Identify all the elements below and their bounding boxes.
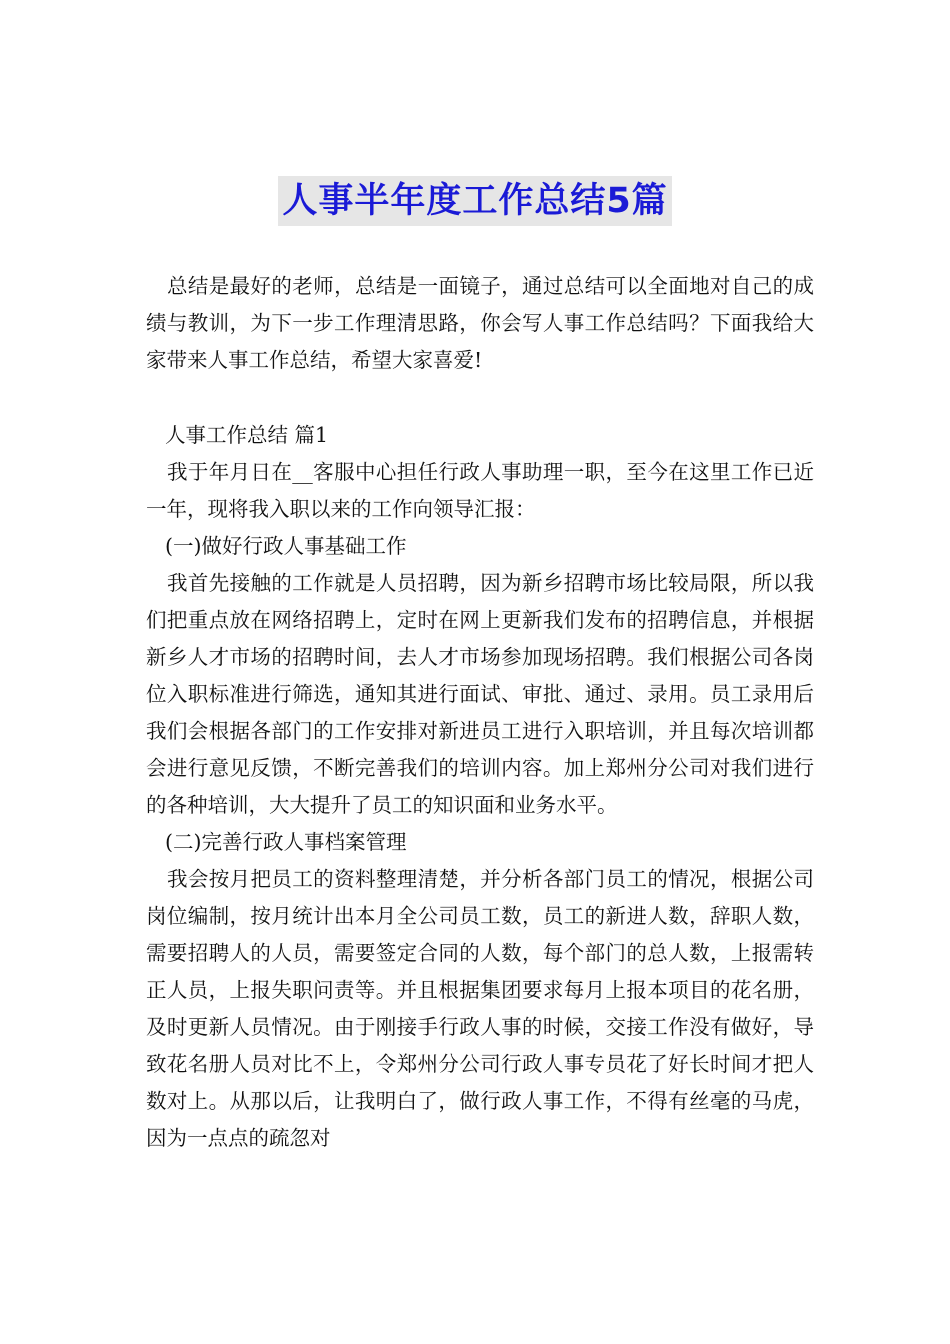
intro-paragraph: 总结是最好的老师，总结是一面镜子，通过总结可以全面地对自己的成绩与教训，为下一步工作理清思路，你会写人事工作总结吗？下面我给大家带来人事工作总结，希望大家喜爱! [146,274,814,372]
section-title: 人事工作总结 篇1 [165,423,329,447]
paragraph-3: 我会按月把员工的资料整理清楚，并分析各部门员工的情况，根据公司岗位编制，按月统计出本月全公司员工数，员工的新进人数，辞职人数，需要招聘人的人员，需要签定合同的人数，每个部门的总人数，上报需转正人员，上报失职问责等。并且根据集团要求每月上报本项目的花名册，及时更新人员情况。由于刚接手行政人事的时候，交接工作没有做好，导致花名册人员对比不上，令郑州分公司行政人事专员花了好长时间才把人数对上。从那以后，让我明白了，做行政人事工作，不得有丝毫的马虎，因为一点点的疏忽对 [146,867,814,1150]
paragraph-2: 我首先接触的工作就是人员招聘，因为新乡招聘市场比较局限，所以我们把重点放在网络招聘上，定时在网上更新我们发布的招聘信息，并根据新乡人才市场的招聘时间，去人才市场参加现场招聘。我们根据公司各岗位入职标准进行筛选，通知其进行面试、审批、通过、录用。员工录用后我们会根据各部门的工作安排对新进员工进行入职培训，并且每次培训都会进行意见反馈，不断完善我们的培训内容。加上郑州分公司对我们进行的各种培训，大大提升了员工的知识面和业务水平。 [146,571,814,817]
paragraph-1: 我于年月日在__客服中心担任行政人事助理一职，至今在这里工作已近一年，现将我入职以来的工作向领导汇报： [146,460,814,521]
subheading-1: (一)做好行政人事基础工作 [165,534,407,558]
document-title [0,176,950,226]
subheading-2: (二)完善行政人事档案管理 [165,830,407,854]
document-body [146,268,814,1157]
paragraph-gap [146,379,814,417]
document-title-text: 人事半年度工作总结5篇 [278,176,671,226]
